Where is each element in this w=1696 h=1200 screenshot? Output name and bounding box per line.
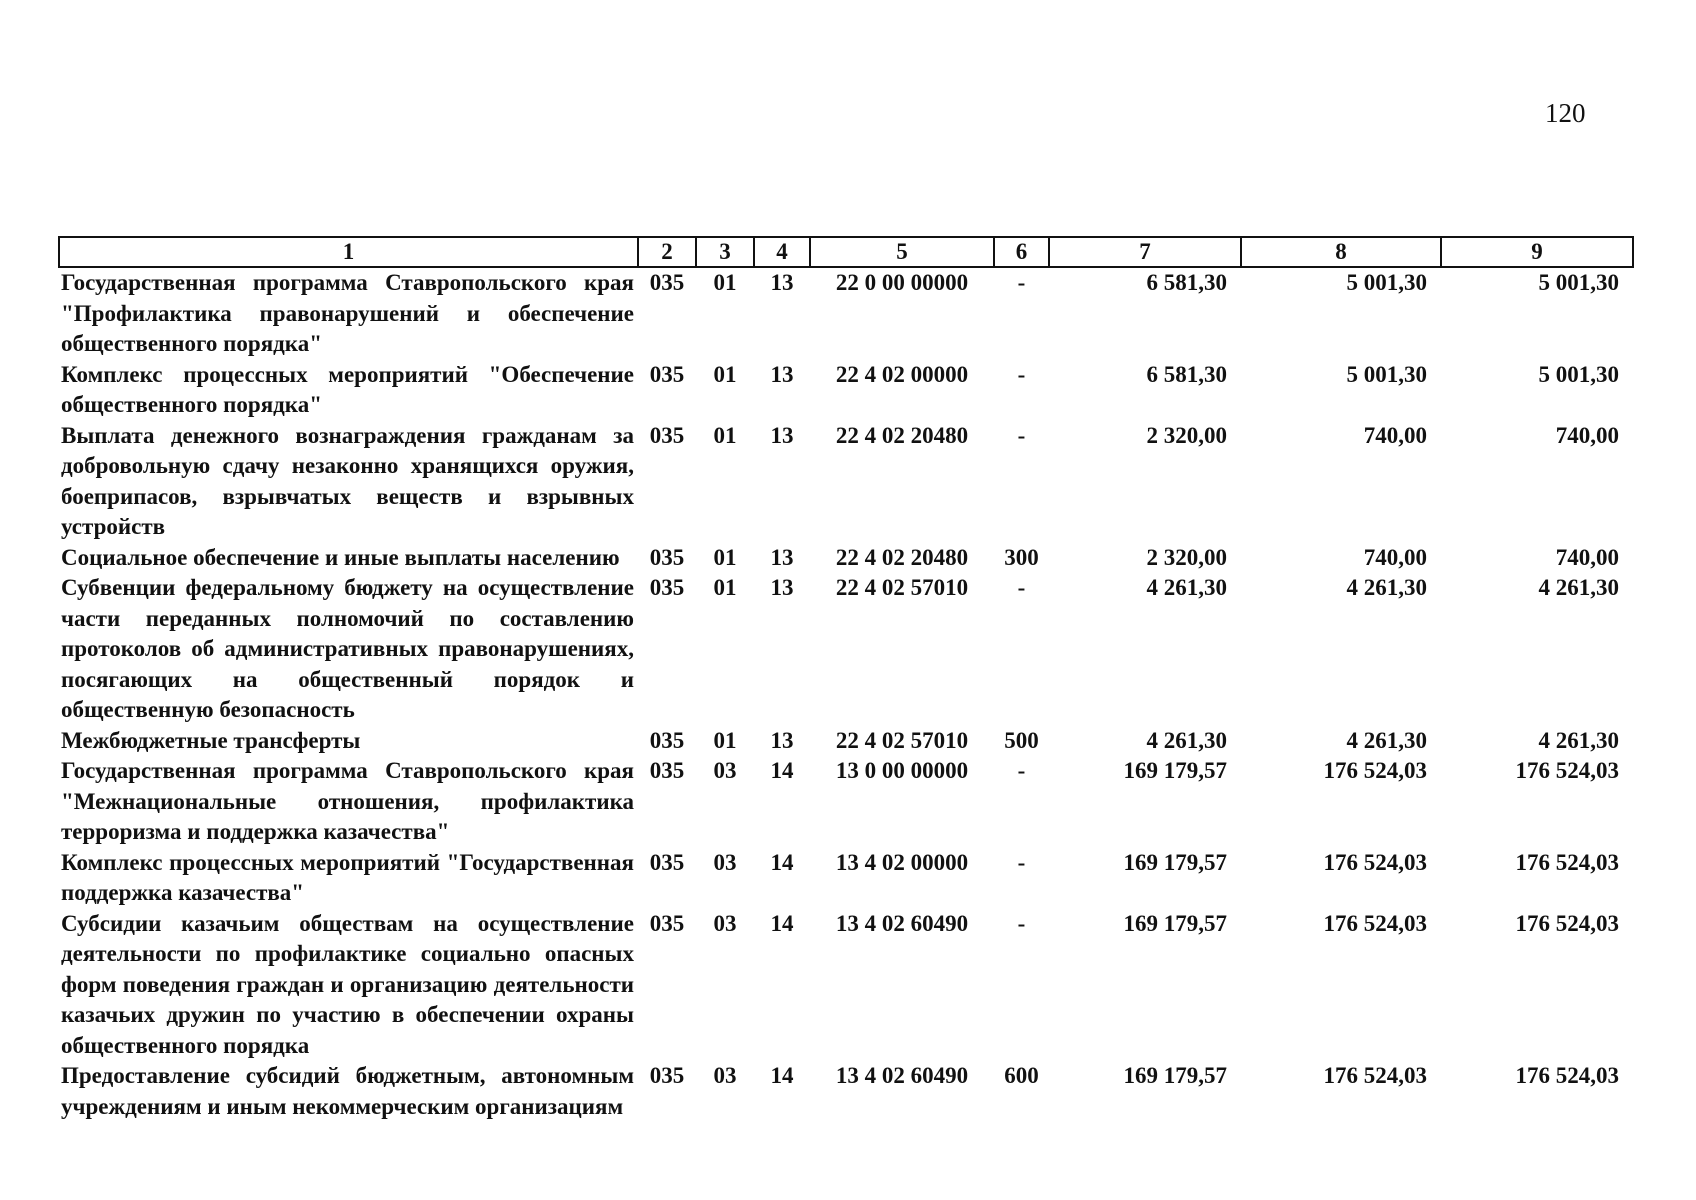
table-header [59,237,1633,267]
row-code-2: 035 [649,849,685,875]
table-row [59,1061,1633,1122]
row-amount-7: 2 320,00 [1146,422,1227,448]
row-amount-9: 740,00 [1555,422,1619,448]
row-code-5: 13 0 00 00000 [835,758,969,783]
row-code-4: 14 [770,910,794,936]
row-code-6: - [1017,910,1026,936]
row-code-5: 22 4 02 57010 [835,727,969,753]
budget-table-container [58,236,1632,1122]
row-name: Выплата денежного вознаграждения гражданам за добровольную сдачу незаконно хранящихся оружия, боеприпасов, взрывчатых веществ и взрывных устройств [61,422,634,539]
header-cell-7: 7 [1049,237,1241,267]
row-amount-7: 6 581,30 [1146,361,1227,387]
table-row [59,267,1633,360]
header-cell-6: 6 [994,237,1049,267]
row-code-6: - [1017,849,1026,875]
row-code-6: 500 [1004,727,1039,753]
row-amount-9: 176 524,03 [1515,910,1619,936]
row-code-3: 03 [713,758,737,783]
row-amount-8: 176 524,03 [1323,758,1427,783]
header-cell-4: 4 [754,237,810,267]
row-code-2: 035 [649,758,685,783]
row-code-3: 01 [713,422,737,448]
header-row [59,237,1633,267]
row-code-3: 01 [713,544,737,570]
header-cell-8: 8 [1241,237,1441,267]
row-code-2: 035 [649,727,685,753]
row-code-4: 13 [770,270,794,295]
row-name: Субвенции федеральному бюджету на осуществление части переданных полномочий по составлению протоколов об административных правонарушениях, посягающих на общественный порядок и общественную безопасность [61,575,634,722]
row-code-5: 22 4 02 57010 [835,575,969,600]
table-row [59,848,1633,909]
row-code-5: 22 4 02 20480 [835,422,969,448]
table-row [59,573,1633,726]
row-amount-7: 6 581,30 [1146,270,1227,295]
row-amount-8: 740,00 [1363,422,1427,448]
row-amount-7: 169 179,57 [1123,758,1227,783]
table-row [59,360,1633,421]
row-code-3: 01 [713,361,737,387]
row-code-2: 035 [649,361,685,387]
row-amount-7: 169 179,57 [1123,849,1227,875]
row-amount-8: 4 261,30 [1346,727,1427,753]
row-amount-9: 176 524,03 [1515,849,1619,875]
row-code-6: - [1017,270,1026,295]
row-name: Субсидии казачьим обществам на осуществление деятельности по профилактике социально опасных форм поведения граждан и организацию деятельности казачьих дружин по участию в обеспечении охраны общественного порядка [61,910,634,1058]
table-body [59,267,1633,1122]
row-code-4: 13 [770,727,794,753]
table-row [59,543,1633,574]
row-amount-9: 5 001,30 [1538,270,1619,295]
row-name: Комплекс процессных мероприятий "Государственная поддержка казачества" [61,849,634,905]
row-code-2: 035 [649,575,685,600]
row-code-4: 14 [770,1063,794,1088]
row-name: Государственная программа Ставропольского края "Профилактика правонарушений и обеспечение общественного порядка" [61,270,634,356]
header-cell-1: 1 [59,237,638,267]
row-code-6: - [1017,422,1026,448]
row-amount-7: 169 179,57 [1123,1063,1227,1088]
row-amount-8: 5 001,30 [1346,270,1427,295]
row-code-6: 300 [1004,544,1039,570]
row-code-4: 13 [770,575,794,600]
row-code-2: 035 [649,544,685,570]
row-code-5: 13 4 02 60490 [835,1063,969,1088]
row-amount-9: 740,00 [1555,544,1619,570]
row-code-5: 22 4 02 20480 [835,544,969,570]
table-row [59,421,1633,543]
row-amount-7: 4 261,30 [1146,575,1227,600]
row-amount-8: 176 524,03 [1323,849,1427,875]
row-amount-7: 169 179,57 [1123,910,1227,936]
row-amount-9: 176 524,03 [1515,758,1619,783]
row-code-6: - [1017,575,1026,600]
row-amount-7: 4 261,30 [1146,727,1227,753]
row-amount-8: 176 524,03 [1323,910,1427,936]
header-cell-3: 3 [696,237,754,267]
row-name: Комплекс процессных мероприятий "Обеспечение общественного порядка" [61,361,634,417]
row-code-3: 01 [713,727,737,753]
row-code-6: - [1017,361,1026,387]
header-cell-2: 2 [638,237,696,267]
row-code-3: 03 [713,849,737,875]
row-name: Социальное обеспечение и иные выплаты населению [61,544,620,570]
row-code-2: 035 [649,422,685,448]
row-amount-9: 176 524,03 [1515,1063,1619,1088]
row-name: Межбюджетные трансферты [61,727,361,753]
row-amount-8: 176 524,03 [1323,1063,1427,1088]
row-code-2: 035 [649,270,685,295]
row-amount-9: 5 001,30 [1538,361,1619,387]
row-code-5: 13 4 02 60490 [835,910,969,936]
row-code-3: 03 [713,910,737,936]
row-code-2: 035 [649,1063,685,1088]
row-code-4: 13 [770,544,794,570]
row-name: Государственная программа Ставропольского края "Межнациональные отношения, профилактика терроризма и поддержка казачества" [61,758,634,844]
row-amount-8: 740,00 [1363,544,1427,570]
row-code-5: 13 4 02 00000 [835,849,969,875]
row-amount-9: 4 261,30 [1538,575,1619,600]
row-name: Предоставление субсидий бюджетным, автономным учреждениям и иным некоммерческим организациям [61,1063,634,1119]
row-code-5: 22 4 02 00000 [835,361,969,387]
header-cell-5: 5 [810,237,994,267]
table-row [59,726,1633,757]
budget-table [58,236,1634,1122]
row-code-4: 13 [770,422,794,448]
table-row [59,909,1633,1062]
row-code-6: 600 [1004,1063,1039,1088]
row-code-4: 14 [770,849,794,875]
row-code-6: - [1017,758,1026,783]
row-code-3: 03 [713,1063,737,1088]
row-amount-8: 5 001,30 [1346,361,1427,387]
row-code-4: 14 [770,758,794,783]
row-code-4: 13 [770,361,794,387]
row-code-5: 22 0 00 00000 [835,270,969,295]
row-code-2: 035 [649,910,685,936]
row-amount-7: 2 320,00 [1146,544,1227,570]
row-code-3: 01 [713,270,737,295]
page-number: 120 [1545,98,1586,128]
table-row [59,756,1633,848]
row-amount-9: 4 261,30 [1538,727,1619,753]
header-cell-9: 9 [1441,237,1633,267]
row-code-3: 01 [713,575,737,600]
row-amount-8: 4 261,30 [1346,575,1427,600]
